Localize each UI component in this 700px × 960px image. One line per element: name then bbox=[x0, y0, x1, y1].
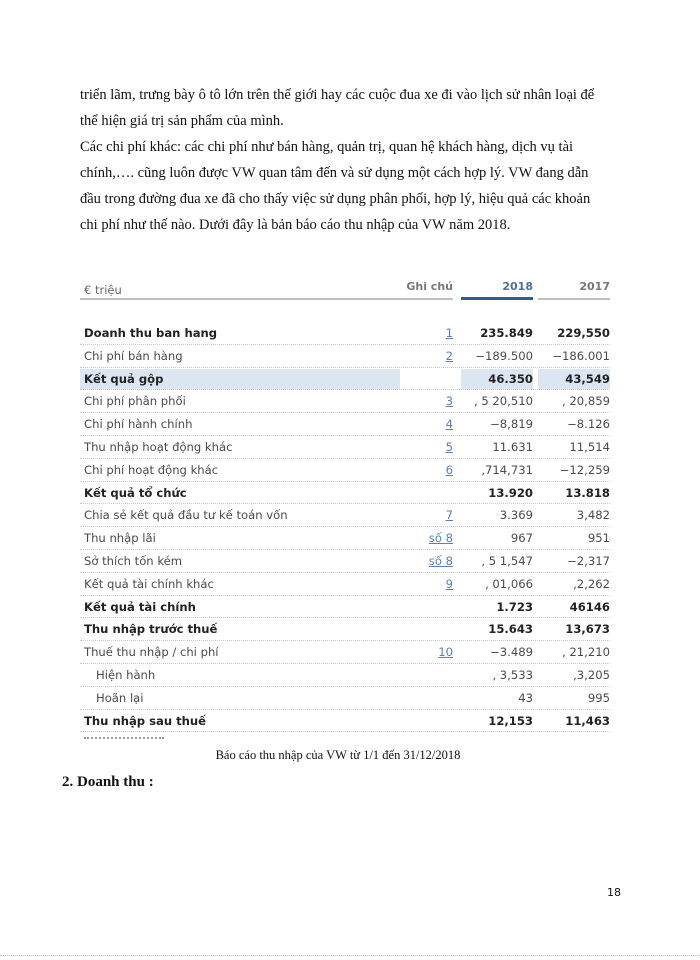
row-label: Kết quả tài chính bbox=[84, 599, 196, 614]
note-link[interactable]: 1 bbox=[445, 326, 453, 340]
year-2018-header: 2018 bbox=[502, 280, 533, 293]
table-row bbox=[80, 550, 615, 573]
value-2018: 13.920 bbox=[488, 485, 533, 500]
page-number: 18 bbox=[607, 886, 621, 899]
row-label: Chi phí bán hàng bbox=[84, 348, 183, 363]
table-row bbox=[80, 664, 615, 687]
text-line: đầu trong đường đua xe đã cho thấy việc sử dụng phân phối, hợp lý, hiệu quả các khoản bbox=[80, 191, 591, 207]
value-2017: ,2,262 bbox=[573, 576, 610, 591]
value-2018: 967 bbox=[510, 531, 533, 546]
text-line: Các chi phí khác: các chi phí như bán hàng, quản trị, quan hệ khách hàng, dịch vụ tài bbox=[80, 139, 574, 155]
table-row bbox=[80, 618, 615, 641]
value-2018: ,714,731 bbox=[481, 462, 533, 477]
note-link[interactable]: 9 bbox=[445, 576, 453, 591]
row-label: Hoãn lại bbox=[96, 690, 144, 705]
value-2017: 229,550 bbox=[557, 326, 610, 340]
value-2017: 11,514 bbox=[569, 439, 610, 454]
value-2017: 11,463 bbox=[565, 713, 610, 728]
unit-label: € triệu bbox=[84, 283, 122, 297]
paragraph-1 bbox=[80, 82, 620, 134]
value-2018: −189.500 bbox=[475, 348, 533, 363]
value-2018: , 5 1,547 bbox=[481, 553, 533, 568]
footer-divider bbox=[0, 955, 700, 956]
value-2018: 43 bbox=[518, 690, 533, 705]
row-label: Doanh thu ban hang bbox=[84, 326, 218, 340]
note-link[interactable]: 5 bbox=[445, 439, 453, 454]
note-link[interactable]: 3 bbox=[445, 394, 453, 409]
row-label: Thu nhập sau thuế bbox=[84, 713, 207, 728]
row-label: Thu nhập hoạt động khác bbox=[84, 439, 233, 454]
income-statement-table bbox=[80, 272, 615, 728]
value-2017: 995 bbox=[587, 690, 610, 705]
value-2017: 951 bbox=[587, 531, 610, 546]
row-label: Hiện hành bbox=[96, 667, 156, 682]
value-2018: 11.631 bbox=[492, 439, 533, 454]
value-2018: 12,153 bbox=[488, 713, 533, 728]
table-row bbox=[80, 573, 615, 596]
value-2017: 3,482 bbox=[576, 508, 610, 523]
table-row bbox=[80, 504, 615, 527]
value-2017: −8.126 bbox=[567, 417, 610, 432]
note-link[interactable]: số 8 bbox=[428, 531, 453, 546]
table-body bbox=[80, 322, 615, 732]
row-label: Chi phí hành chính bbox=[84, 417, 193, 432]
table-row bbox=[80, 436, 615, 459]
table-row bbox=[80, 390, 615, 413]
value-2017: , 20,859 bbox=[562, 394, 610, 409]
table-header bbox=[80, 272, 615, 302]
header-rule bbox=[538, 298, 610, 300]
table-row bbox=[80, 368, 615, 391]
value-2017: −12,259 bbox=[559, 462, 610, 477]
table-row bbox=[80, 641, 615, 664]
row-label: Kết quả gộp bbox=[84, 371, 164, 386]
value-2017: 46146 bbox=[569, 599, 610, 614]
value-2018: , 01,066 bbox=[485, 576, 533, 591]
value-2017: ,3,205 bbox=[573, 667, 610, 682]
table-caption: Báo cáo thu nhập của VW từ 1/1 đến 31/12/2018 bbox=[215, 748, 461, 762]
table-row bbox=[80, 482, 615, 505]
value-2018: 235.849 bbox=[480, 326, 533, 340]
value-2017: 13.818 bbox=[565, 485, 610, 500]
row-label: Chi phí phân phối bbox=[84, 394, 186, 409]
note-link[interactable]: số 8 bbox=[428, 553, 453, 568]
table-row bbox=[80, 413, 615, 436]
row-label: Thuế thu nhập / chi phí bbox=[84, 645, 219, 660]
table-row bbox=[80, 322, 615, 345]
table-row bbox=[80, 459, 615, 482]
row-label: Chia sẻ kết quả đầu tư kế toán vốn bbox=[84, 508, 288, 523]
table-row bbox=[80, 345, 615, 368]
section-heading: 2. Doanh thu : bbox=[62, 774, 154, 790]
table-row bbox=[80, 596, 615, 619]
table-row bbox=[80, 527, 615, 550]
value-2017: 13,673 bbox=[565, 622, 610, 637]
note-link[interactable]: 7 bbox=[445, 508, 453, 523]
row-label: Chi phí hoạt động khác bbox=[84, 462, 219, 477]
value-2018: 1.723 bbox=[496, 599, 533, 614]
text-line: triển lãm, trưng bày ô tô lớn trên thế giới hay các cuộc đua xe đi vào lịch sử nhân loại để bbox=[80, 87, 595, 103]
row-label: Thu nhập lãi bbox=[84, 531, 156, 546]
text-line: chính,…. cũng luôn được VW quan tâm đến và sử dụng một cách hợp lý. VW đang dẫn bbox=[80, 165, 589, 181]
note-link[interactable]: 10 bbox=[438, 645, 453, 660]
text-line: thể hiện giá trị sản phẩm của mình. bbox=[80, 113, 284, 129]
row-label: Thu nhập trước thuế bbox=[84, 622, 218, 637]
table-row bbox=[80, 710, 615, 733]
note-link[interactable]: 2 bbox=[445, 348, 453, 363]
value-2018: 46.350 bbox=[488, 371, 533, 386]
note-column-header: Ghi chú bbox=[406, 280, 453, 293]
text-line: chi phí như thế nào. Dưới đây là bản báo cáo thu nhập của VW năm 2018. bbox=[80, 217, 511, 233]
value-2017: −2,317 bbox=[567, 553, 610, 568]
value-2018: 3.369 bbox=[499, 508, 533, 523]
value-2017: , 21,210 bbox=[562, 645, 610, 660]
value-2018: 15.643 bbox=[488, 622, 533, 637]
year-2017-header: 2017 bbox=[579, 280, 610, 293]
value-2018: −8,819 bbox=[490, 417, 533, 432]
value-2018: , 3,533 bbox=[492, 667, 533, 682]
header-rule bbox=[80, 298, 453, 300]
note-link[interactable]: 6 bbox=[445, 462, 453, 477]
note-link[interactable]: 4 bbox=[445, 417, 453, 432]
header-rule-highlight bbox=[461, 297, 533, 300]
row-label: Kết quả tổ chức bbox=[84, 485, 187, 500]
value-2017: −186.001 bbox=[552, 348, 610, 363]
table-row bbox=[80, 687, 615, 710]
row-label: Sở thích tốn kém bbox=[84, 553, 183, 568]
value-2017: 43,549 bbox=[565, 371, 610, 386]
value-2018: , 5 20,510 bbox=[474, 394, 533, 409]
cropped-row-edge bbox=[84, 735, 204, 741]
paragraph-2 bbox=[80, 134, 620, 238]
row-label: Kết quả tài chính khác bbox=[84, 576, 214, 591]
value-2018: −3.489 bbox=[490, 645, 533, 660]
